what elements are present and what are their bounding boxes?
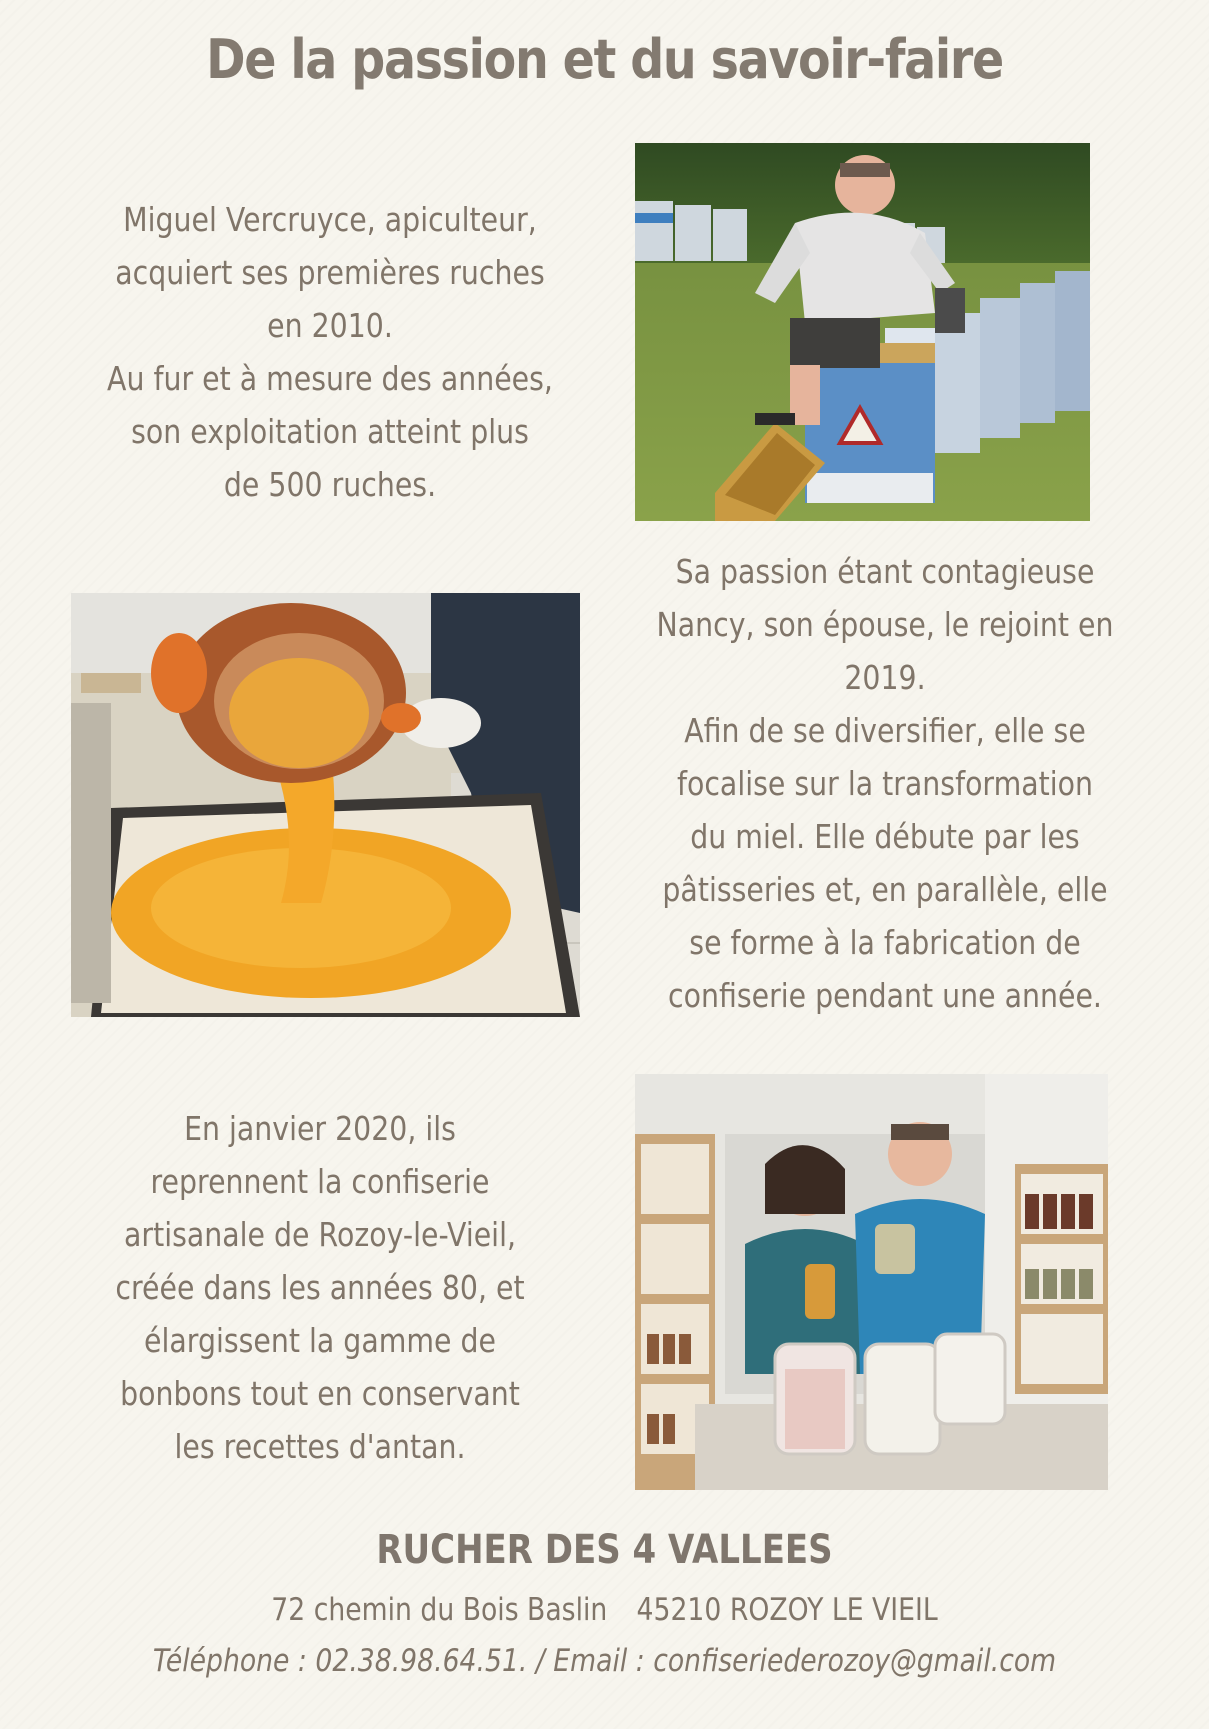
text-line: se forme à la fabrication de [689,923,1081,962]
text-line: pâtisseries et, en parallèle, elle [662,870,1108,909]
text-line: Nancy, son épouse, le rejoint en [656,605,1114,644]
text-line: son exploitation atteint plus [131,412,529,451]
text-line: En janvier 2020, ils [184,1109,456,1148]
text-line: confiserie pendant une année. [668,976,1102,1015]
text-line: Afin de se diversifier, elle se [684,711,1086,750]
text-line: Sa passion étant contagieuse [675,552,1095,591]
text-line: reprennent la confiserie [150,1162,490,1201]
text-line: élargissent la gamme de [144,1321,496,1360]
text-line: de 500 ruches. [223,465,437,504]
nancy-paragraph [618,545,1151,1022]
text-line: créée dans les années 80, et [115,1268,525,1307]
text-line: bonbons tout en conservant [120,1374,520,1413]
street-address: 72 chemin du Bois Baslin [271,1592,608,1628]
business-name: RUCHER DES 4 VALLEES [376,1527,833,1573]
candy-pouring-photo [71,593,580,1017]
page-title: De la passion et du savoir-faire [206,28,1003,91]
shop-couple-photo [635,1074,1108,1490]
text-line: artisanale de Rozoy-le-Vieil, [124,1215,516,1254]
text-line: acquiert ses premières ruches [115,253,545,292]
address [85,1592,1125,1628]
beekeeper-photo [635,143,1090,521]
text-line: Miguel Vercruyce, apiculteur, [123,200,537,239]
text-line: 2019. [844,658,926,697]
intro-paragraph [81,193,580,511]
text-line: les recettes d'antan. [174,1427,466,1466]
city-address: 45210 ROZOY LE VIEIL [636,1592,938,1628]
text-line: en 2010. [267,306,393,345]
text-line: du miel. Elle débute par les [690,817,1080,856]
text-line: Au fur et à mesure des années, [107,359,553,398]
text-line: focalise sur la transformation [676,764,1094,803]
contact-info: Téléphone : 02.38.98.64.51. / Email : confiseriederozoy@gmail.com [152,1643,1057,1679]
confiserie-paragraph [62,1102,578,1473]
